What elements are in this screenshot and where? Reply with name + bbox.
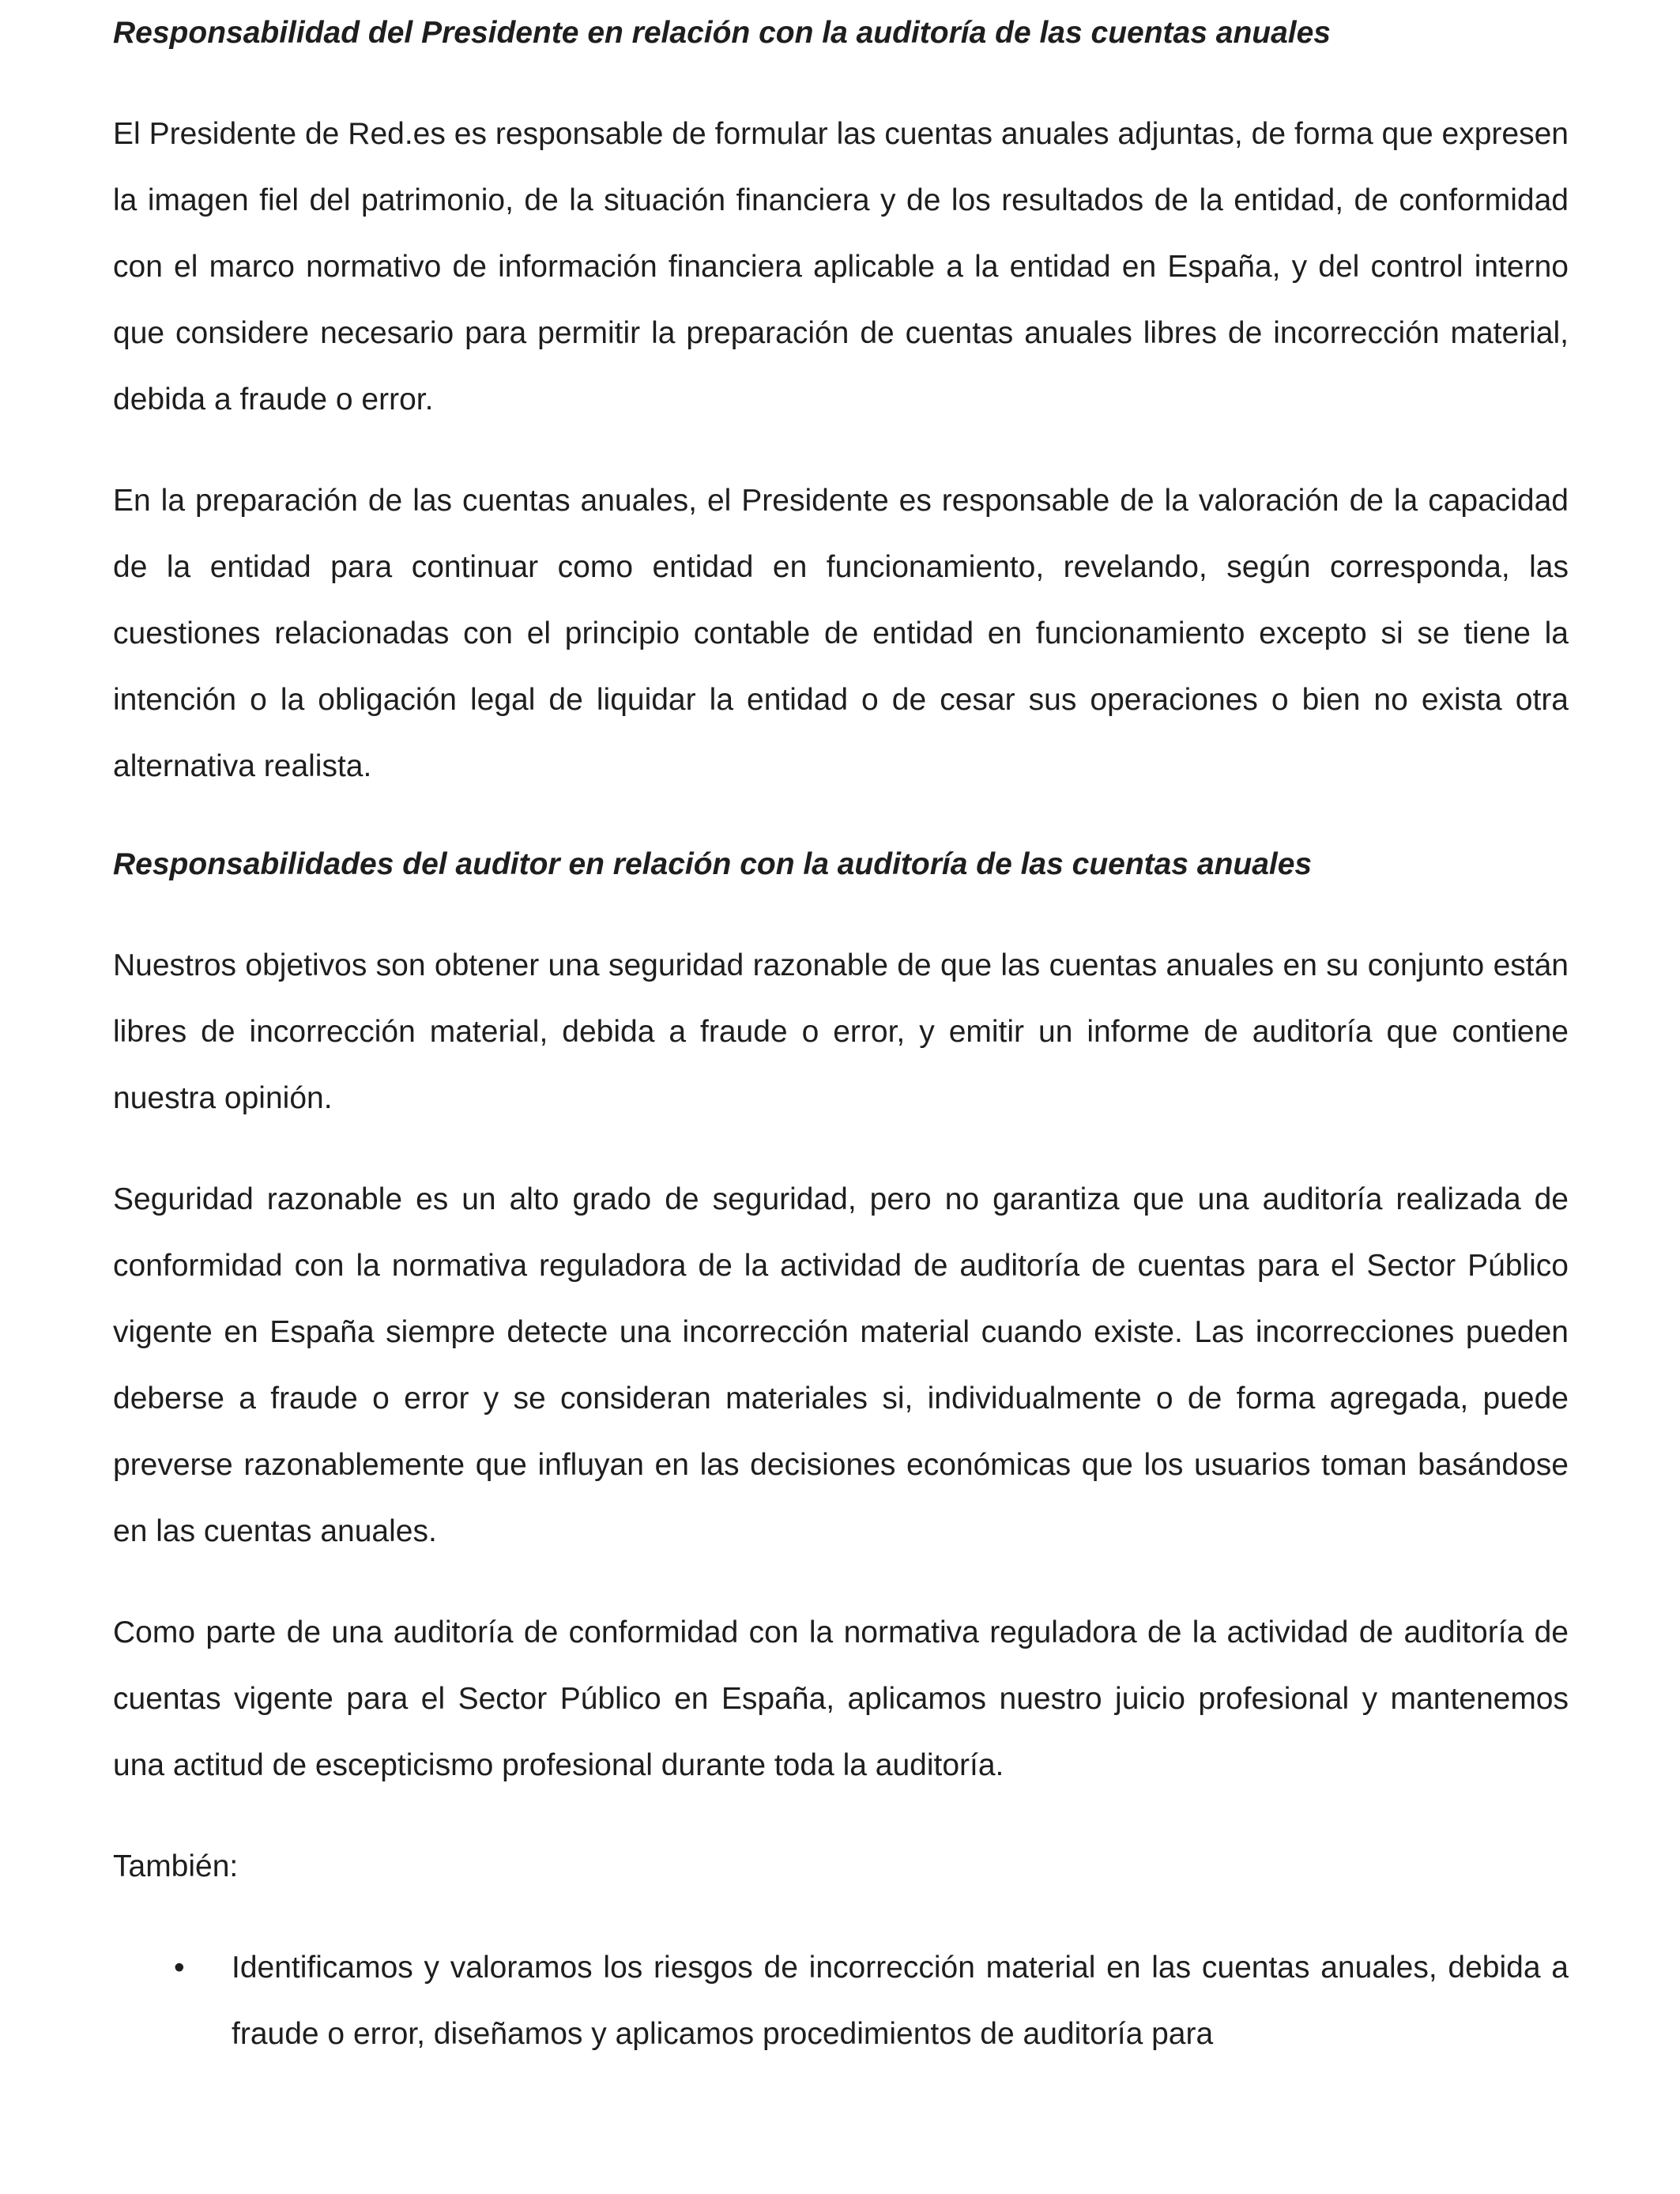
section-heading-president: Responsabilidad del Presidente en relación con la auditoría de las cuentas anuales xyxy=(113,16,1331,50)
document-page xyxy=(113,0,1569,2068)
section-heading-auditor: Responsabilidades del auditor en relación con la auditoría de las cuentas anuales xyxy=(113,847,1313,881)
paragraph-tambien: También: xyxy=(113,1849,239,1883)
bullet-list-item xyxy=(113,1935,1569,2068)
paragraph-professional-judgement: Como parte de una auditoría de conformidad con la normativa reguladora de la actividad de auditoría de cuentas vigente para el Sector Público en España, aplicamos nuestro juicio profesional y mantenemos una actitud de escepticismo profesional durante toda la auditoría. xyxy=(113,1615,1569,1782)
paragraph-president-responsibility: El Presidente de Red.es es responsable de formular las cuentas anuales adjuntas, de forma que expresen la imagen fiel del patrimonio, de la situación financiera y de los resultados de la entidad, de conformidad con el marco normativo de información financiera aplicable a la entidad en España, y del control interno que considere necesario para permitir la preparación de cuentas anuales libres de incorrección material, debida a fraude o error. xyxy=(113,117,1569,417)
paragraph-reasonable-assurance: Seguridad razonable es un alto grado de seguridad, pero no garantiza que una auditoría realizada de conformidad con la normativa reguladora de la actividad de auditoría de cuentas para el Sector Público vigente en España siempre detecte una incorrección material cuando existe. Las incorrecciones pueden deberse a fraude o error y se consideran materiales si, individualmente o de forma agregada, puede preverse razonablemente que influyan en las decisiones económicas que los usuarios toman basándose en las cuentas anuales. xyxy=(113,1182,1569,1548)
paragraph-objectives: Nuestros objetivos son obtener una seguridad razonable de que las cuentas anuales en su conjunto están libres de incorrección material, debida a fraude o error, y emitir un informe de auditoría que contiene nuestra opinión. xyxy=(113,948,1569,1115)
bullet-icon: • xyxy=(174,1951,185,1985)
bullet-text: Identificamos y valoramos los riesgos de incorrección material en las cuentas anuales, debida a fraude o error, diseñamos y aplicamos procedimientos de auditoría para xyxy=(232,1951,1569,2051)
paragraph-going-concern: En la preparación de las cuentas anuales, el Presidente es responsable de la valoración de la capacidad de la entidad para continuar como entidad en funcionamiento, revelando, según corresponda, las cuestiones relacionadas con el principio contable de entidad en funcionamiento excepto si se tiene la intención o la obligación legal de liquidar la entidad o de cesar sus operaciones o bien no exista otra alternativa realista. xyxy=(113,484,1569,783)
